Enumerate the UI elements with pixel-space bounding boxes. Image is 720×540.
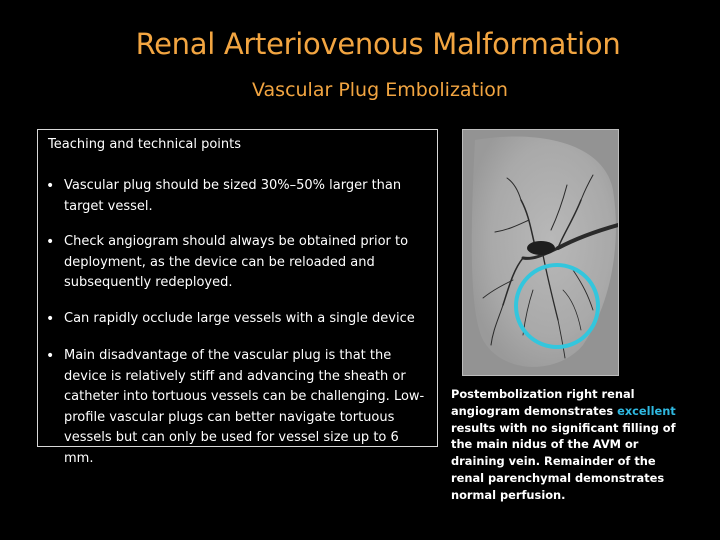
bullet-icon: •: [46, 234, 55, 250]
bullet-icon: •: [46, 178, 55, 194]
angiogram-illustration: [463, 130, 618, 375]
figure-caption: [451, 386, 677, 504]
bullet-icon: •: [46, 348, 55, 364]
caption-text: results with no significant filling of the main nidus of the AVM or draining vein. Remainder of the renal parenchymal demonstrates normal perfusion.: [451, 420, 676, 502]
bullet-icon: •: [46, 311, 55, 327]
caption-text: Postembolization right renal angiogram demonstrates: [451, 387, 635, 418]
slide-title: Renal Arteriovenous Malformation: [135, 27, 621, 61]
caption-highlight: excellent: [617, 403, 676, 418]
bullet-text: Vascular plug should be sized 30%–50% larger than target vessel.: [64, 178, 402, 214]
bullet-text: Main disadvantage of the vascular plug is that the device is relatively stiff and advancing the sheath or catheter into tortuous vessels can be challenging. Low-profile vascular plugs can better navigate tortuous vessels but can only be used for vessel size up to 6 mm.: [64, 348, 425, 466]
angiogram-image: [462, 129, 619, 376]
panel-heading: Teaching and technical points: [48, 137, 242, 152]
slide-subtitle: Vascular Plug Embolization: [252, 79, 508, 101]
bullet-text: Check angiogram should always be obtained prior to deployment, as the device can be reloaded and subsequently redeployed.: [64, 234, 409, 290]
teaching-points-panel: [37, 129, 438, 466]
bullet-text: Can rapidly occlude large vessels with a single device: [64, 311, 415, 326]
